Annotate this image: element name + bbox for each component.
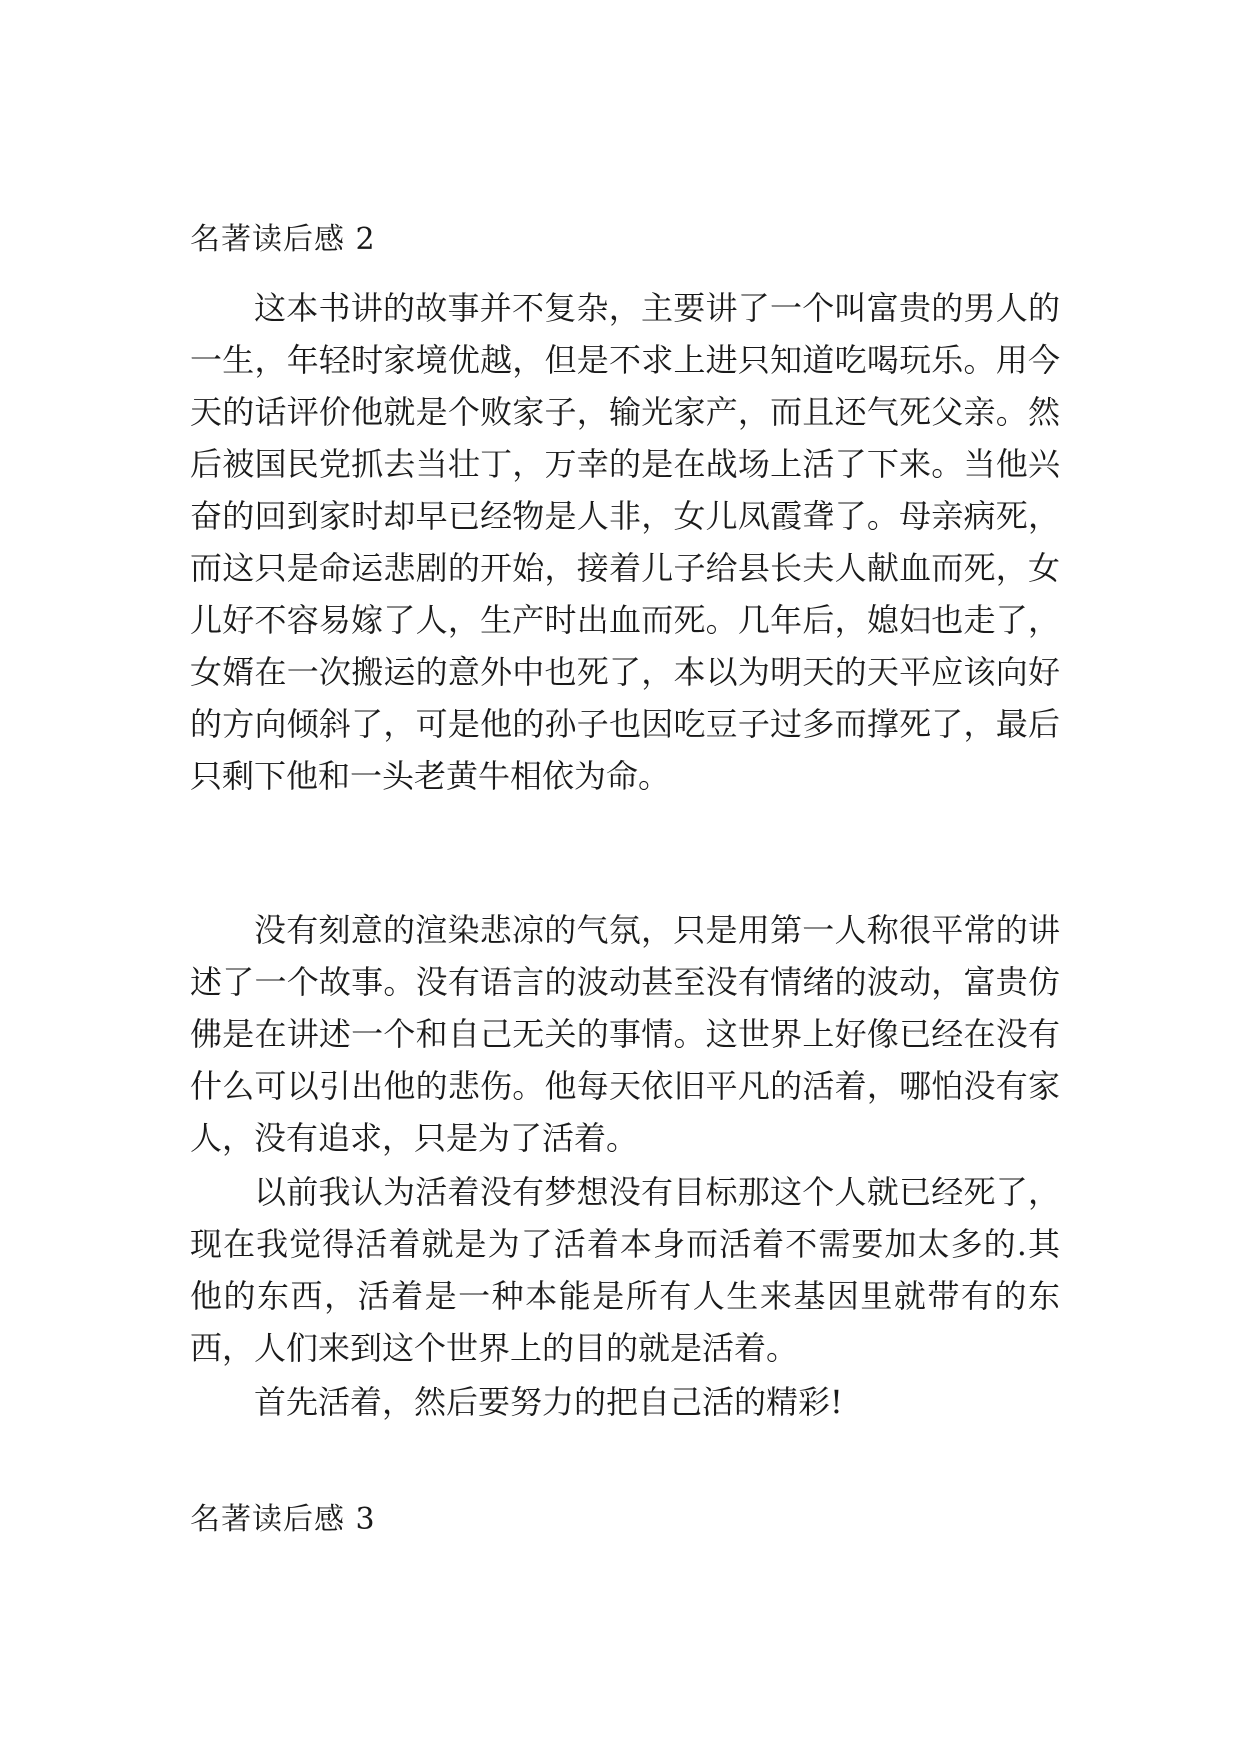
body-paragraph: 这本书讲的故事并不复杂，主要讲了一个叫富贵的男人的一生，年轻时家境优越，但是不求上进只知道吃喝玩乐。用今天的话评价他就是个败家子，输光家产，而且还气死父亲。然后被国民党抓去当壮丁，万幸的是在战场上活了下来。当他兴奋的回到家时却早已经物是人非，女儿凤霞聋了。母亲病死，而这只是命运悲剧的开始，接着儿子给县长夫人献血而死，女儿好不容易嫁了人，生产时出血而死。几年后，媳妇也走了，女婿在一次搬运的意外中也死了，本以为明天的天平应该向好的方向倾斜了，可是他的孙子也因吃豆子过多而撑死了，最后只剩下他和一头老黄牛相依为命。 (190, 289, 1060, 795)
section-title: 名著读后感 3 (190, 1502, 376, 1537)
body-paragraph: 没有刻意的渲染悲凉的气氛，只是用第一人称很平常的讲述了一个故事。没有语言的波动甚至没有情绪的波动，富贵仿佛是在讲述一个和自己无关的事情。这世界上好像已经在没有什么可以引出他的悲伤。他每天依旧平凡的活着，哪怕没有家人，没有追求，只是为了活着。 (190, 911, 1060, 1157)
body-paragraph: 以前我认为活着没有梦想没有目标那这个人就已经死了，现在我觉得活着就是为了活着本身而活着不需要加太多的.其他的东西，活着是一种本能是所有人生来基因里就带有的东西，人们来到这个世界上的目的就是活着。 (190, 1173, 1060, 1367)
body-paragraph: 首先活着，然后要努力的把自己活的精彩! (254, 1383, 843, 1421)
section-title: 名著读后感 2 (190, 222, 376, 257)
